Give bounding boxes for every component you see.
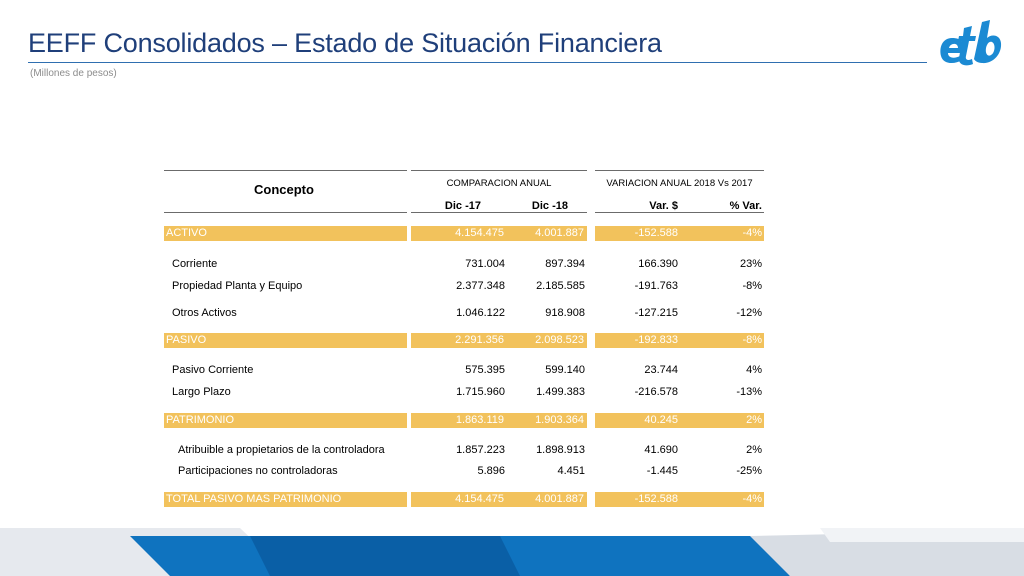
header-variacion-anual: VARIACION ANUAL 2018 Vs 2017 <box>606 178 753 189</box>
cell-dic17: 575.395 <box>465 364 505 376</box>
header-dic-17: Dic -17 <box>444 200 481 212</box>
band-patrimonio-concept <box>164 413 407 428</box>
cell-dic17: 2.377.348 <box>456 280 505 292</box>
cell-var: -216.578 <box>634 386 678 398</box>
cell-pct: 2% <box>746 444 762 456</box>
table-row <box>164 256 764 272</box>
header-top-rule-group1 <box>411 170 587 171</box>
row-label: Participaciones no controladoras <box>178 465 338 477</box>
band-activo-concept <box>164 226 407 241</box>
page-title: EEFF Consolidados – Estado de Situación Financiera <box>28 28 662 58</box>
band-activo-variation <box>595 226 764 241</box>
band-pasivo-values <box>411 333 587 348</box>
band-pasivo-variation <box>595 333 764 348</box>
band-patrimonio-values <box>411 413 587 428</box>
cell-pct: 4% <box>746 364 762 376</box>
cell-var: -191.763 <box>634 280 678 292</box>
cell-dic18: 2.185.585 <box>536 280 585 292</box>
footer-decoration <box>0 520 1024 576</box>
row-label: ACTIVO <box>166 227 207 239</box>
cell-dic18: 599.140 <box>545 364 585 376</box>
cell-dic18: 2.098.523 <box>535 334 584 346</box>
cell-var: -192.833 <box>634 334 678 346</box>
cell-dic17: 1.046.122 <box>456 307 505 319</box>
band-total-values <box>411 492 587 507</box>
row-label: Propiedad Planta y Equipo <box>172 280 303 292</box>
cell-dic17: 1.715.960 <box>456 386 505 398</box>
cell-pct: 23% <box>739 258 762 270</box>
row-label: Corriente <box>172 258 218 270</box>
row-label: TOTAL PASIVO MAS PATRIMONIO <box>166 493 342 505</box>
band-pasivo-concept <box>164 333 407 348</box>
cell-dic17: 731.004 <box>465 258 505 270</box>
cell-dic17: 2.291.356 <box>455 334 504 346</box>
table-row <box>164 384 764 400</box>
cell-dic17: 4.154.475 <box>455 227 504 239</box>
table-row <box>164 463 764 479</box>
table-row <box>164 442 764 458</box>
cell-var: -1.445 <box>646 465 678 477</box>
header-comparacion-anual: COMPARACION ANUAL <box>446 178 552 189</box>
cell-var: 23.744 <box>644 364 678 376</box>
cell-var: -127.215 <box>634 307 678 319</box>
row-label: Pasivo Corriente <box>172 364 254 376</box>
cell-var: -152.588 <box>634 493 678 505</box>
band-total-concept <box>164 492 407 507</box>
cell-dic17: 4.154.475 <box>455 493 504 505</box>
cell-dic17: 1.857.223 <box>456 444 505 456</box>
header-concepto: Concepto <box>254 182 314 197</box>
cell-var: 166.390 <box>638 258 678 270</box>
header-bottom-rule-group1 <box>411 212 587 213</box>
cell-dic18: 1.898.913 <box>536 444 585 456</box>
cell-dic18: 4.001.887 <box>535 227 584 239</box>
cell-dic18: 1.499.383 <box>536 386 585 398</box>
row-label: PATRIMONIO <box>166 414 235 426</box>
cell-dic18: 918.908 <box>545 307 585 319</box>
row-label: Otros Activos <box>172 307 237 319</box>
row-label: Atribuible a propietarios de la controladora <box>178 444 385 456</box>
etb-logo <box>938 18 1004 70</box>
header-dic-18: Dic -18 <box>531 200 568 212</box>
cell-pct: -8% <box>742 280 762 292</box>
cell-var: -152.588 <box>634 227 678 239</box>
title-underline <box>28 62 927 63</box>
table-row <box>164 362 764 378</box>
row-label: Largo Plazo <box>172 386 231 398</box>
band-activo-values <box>411 226 587 241</box>
cell-dic18: 1.903.364 <box>535 414 584 426</box>
table-row <box>164 278 764 294</box>
cell-pct: -12% <box>736 307 762 319</box>
header-top-rule-group2 <box>595 170 764 171</box>
header-top-rule-concept <box>164 170 407 171</box>
cell-pct: 2% <box>746 414 762 426</box>
cell-pct: -25% <box>736 465 762 477</box>
band-total-variation <box>595 492 764 507</box>
cell-pct: -4% <box>742 493 762 505</box>
cell-var: 40.245 <box>644 414 678 426</box>
cell-pct: -13% <box>736 386 762 398</box>
cell-dic17: 1.863.119 <box>455 414 504 426</box>
cell-dic18: 897.394 <box>545 258 585 270</box>
page-subtitle: (Millones de pesos) <box>30 68 117 79</box>
cell-var: 41.690 <box>644 444 678 456</box>
band-patrimonio-variation <box>595 413 764 428</box>
cell-pct: -8% <box>742 334 762 346</box>
cell-pct: -4% <box>742 227 762 239</box>
cell-dic18: 4.451 <box>557 465 585 477</box>
header-var-pesos: Var. $ <box>649 200 678 212</box>
cell-dic17: 5.896 <box>477 465 505 477</box>
row-label: PASIVO <box>166 334 207 346</box>
table-row <box>164 305 764 321</box>
header-bottom-rule-group2 <box>595 212 764 213</box>
cell-dic18: 4.001.887 <box>535 493 584 505</box>
header-bottom-rule-concept <box>164 212 407 213</box>
header-var-pct: % Var. <box>729 200 762 212</box>
